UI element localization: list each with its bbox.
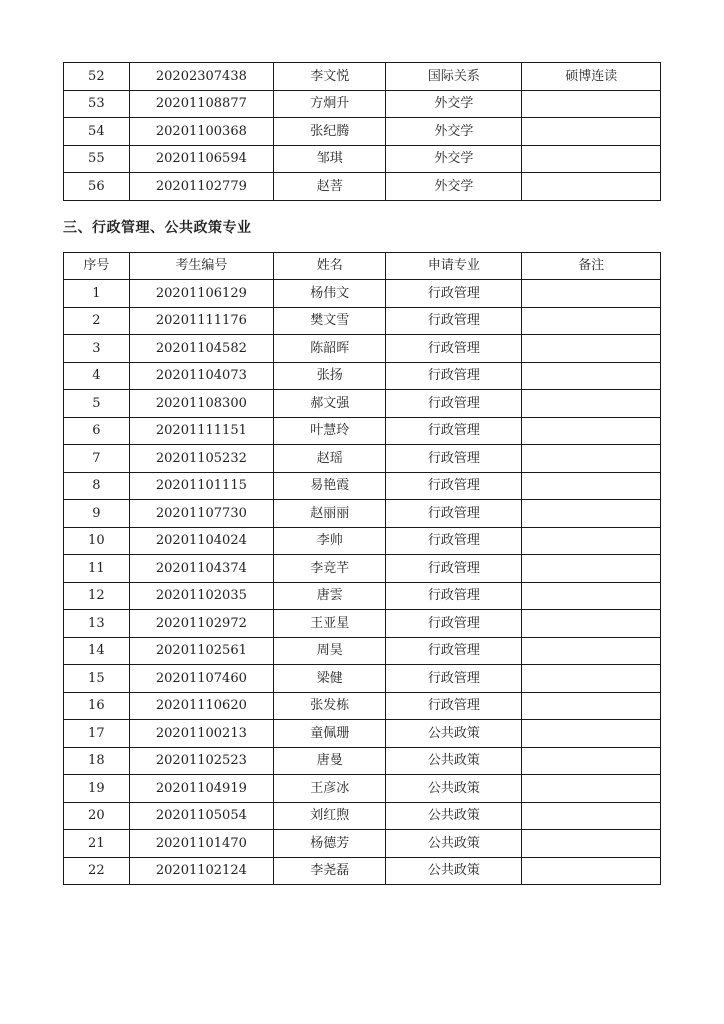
table-row [64,665,661,693]
column-header: 考生编号 [129,252,273,280]
table-cell: 20201102124 [129,857,273,885]
continuation-table [63,62,661,201]
table-cell: 53 [64,90,130,118]
table-cell: 行政管理 [386,555,522,583]
table-cell: 20201100213 [129,720,273,748]
section-title: 三、行政管理、公共政策专业 [63,219,252,236]
table-cell: 公共政策 [386,830,522,858]
table-cell [522,307,661,335]
table-cell: 20201101115 [129,472,273,500]
table-cell: 20201102523 [129,747,273,775]
table-cell: 外交学 [386,173,522,201]
column-header: 姓名 [274,252,386,280]
table-row [64,118,661,146]
table-row [64,90,661,118]
table-cell: 8 [64,472,130,500]
section-table-body [64,280,661,885]
section-table [63,252,661,886]
table-row [64,362,661,390]
table-row [64,802,661,830]
table-cell [522,582,661,610]
table-row [64,445,661,473]
table-cell: 行政管理 [386,665,522,693]
table-cell: 14 [64,637,130,665]
table-cell: 20201106594 [129,145,273,173]
table-row [64,472,661,500]
table-cell [522,747,661,775]
table-cell: 童佩珊 [274,720,386,748]
table-cell: 20201102561 [129,637,273,665]
table-cell [522,500,661,528]
table-cell [522,610,661,638]
table-cell: 张发栋 [274,692,386,720]
table-row [64,307,661,335]
table-cell: 20201107460 [129,665,273,693]
table-cell: 20201110620 [129,692,273,720]
table-cell: 7 [64,445,130,473]
table-row [64,173,661,201]
table-cell [522,280,661,308]
table-cell: 20201111176 [129,307,273,335]
table-cell: 王彦冰 [274,775,386,803]
column-header: 申请专业 [386,252,522,280]
table-cell [522,417,661,445]
table-cell: 20201104919 [129,775,273,803]
table-cell: 16 [64,692,130,720]
table-cell [522,118,661,146]
table-cell: 15 [64,665,130,693]
table-cell: 20201101470 [129,830,273,858]
table-cell: 赵菩 [274,173,386,201]
table-cell [522,637,661,665]
table-cell: 行政管理 [386,527,522,555]
table-cell [522,802,661,830]
table-cell: 20201107730 [129,500,273,528]
table-cell: 行政管理 [386,610,522,638]
table-cell: 17 [64,720,130,748]
table-cell: 4 [64,362,130,390]
table-row [64,692,661,720]
table-cell: 11 [64,555,130,583]
table-cell: 行政管理 [386,280,522,308]
table-cell: 张纪腾 [274,118,386,146]
table-cell: 梁健 [274,665,386,693]
column-header: 序号 [64,252,130,280]
table-cell: 李尧磊 [274,857,386,885]
table-cell: 行政管理 [386,307,522,335]
table-cell: 20201104582 [129,335,273,363]
table-cell: 杨德芳 [274,830,386,858]
table-cell: 20201108300 [129,390,273,418]
table-cell: 樊文雪 [274,307,386,335]
table-row [64,637,661,665]
table-cell: 20201102972 [129,610,273,638]
table-cell: 公共政策 [386,720,522,748]
table-cell: 外交学 [386,90,522,118]
table-cell: 52 [64,63,130,91]
table-cell: 20201105054 [129,802,273,830]
table-cell: 行政管理 [386,582,522,610]
table-cell: 硕博连读 [522,63,661,91]
table-cell: 20201105232 [129,445,273,473]
table-cell: 外交学 [386,145,522,173]
table-cell [522,665,661,693]
table-cell: 6 [64,417,130,445]
table-cell: 李文悦 [274,63,386,91]
table-row [64,417,661,445]
table-row [64,527,661,555]
table-cell [522,472,661,500]
table-cell: 方炯升 [274,90,386,118]
table-cell: 行政管理 [386,500,522,528]
table-cell: 周昊 [274,637,386,665]
table-cell [522,527,661,555]
table-cell: 2 [64,307,130,335]
table-cell: 郝文强 [274,390,386,418]
table-cell: 行政管理 [386,362,522,390]
table-cell: 行政管理 [386,692,522,720]
table-cell: 20201108877 [129,90,273,118]
table-cell: 18 [64,747,130,775]
table-cell: 9 [64,500,130,528]
table-cell [522,775,661,803]
table-cell [522,445,661,473]
table-cell [522,692,661,720]
table-cell: 叶慧玲 [274,417,386,445]
table-row [64,63,661,91]
table-cell: 邹琪 [274,145,386,173]
table-cell: 20201104374 [129,555,273,583]
table-cell [522,362,661,390]
table-cell: 56 [64,173,130,201]
table-cell: 行政管理 [386,472,522,500]
table-cell: 公共政策 [386,775,522,803]
table-cell [522,90,661,118]
table-cell [522,145,661,173]
table-row [64,145,661,173]
table-row [64,335,661,363]
table-cell: 20201102035 [129,582,273,610]
table-row [64,720,661,748]
table-cell: 外交学 [386,118,522,146]
table-cell: 5 [64,390,130,418]
table-cell: 20 [64,802,130,830]
table-cell [522,390,661,418]
table-cell: 唐雲 [274,582,386,610]
continuation-table-body [64,63,661,201]
section-table-head [64,252,661,280]
table-cell: 易艳霞 [274,472,386,500]
table-row [64,390,661,418]
table-cell: 唐曼 [274,747,386,775]
table-cell: 公共政策 [386,747,522,775]
table-cell: 行政管理 [386,445,522,473]
table-cell: 12 [64,582,130,610]
table-cell: 20201100368 [129,118,273,146]
table-cell: 54 [64,118,130,146]
table-cell: 20201104073 [129,362,273,390]
table-cell: 22 [64,857,130,885]
table-cell [522,173,661,201]
table-cell: 赵瑶 [274,445,386,473]
table-cell [522,857,661,885]
table-cell: 行政管理 [386,335,522,363]
table-cell: 3 [64,335,130,363]
table-row [64,775,661,803]
table-cell: 陈韶晖 [274,335,386,363]
table-cell: 20202307438 [129,63,273,91]
table-cell: 刘红煦 [274,802,386,830]
table-cell: 1 [64,280,130,308]
table-row [64,500,661,528]
table-row [64,830,661,858]
table-cell: 公共政策 [386,857,522,885]
table-row [64,857,661,885]
table-row [64,280,661,308]
table-cell: 21 [64,830,130,858]
table-cell [522,830,661,858]
table-cell: 杨伟文 [274,280,386,308]
table-cell: 19 [64,775,130,803]
table-cell: 行政管理 [386,417,522,445]
page-content [63,62,661,885]
table-cell [522,720,661,748]
table-cell: 王亚星 [274,610,386,638]
table-cell [522,335,661,363]
table-cell: 13 [64,610,130,638]
table-cell: 李竞芊 [274,555,386,583]
table-cell: 赵丽丽 [274,500,386,528]
table-cell: 20201111151 [129,417,273,445]
table-row [64,747,661,775]
table-cell: 国际关系 [386,63,522,91]
table-cell: 张扬 [274,362,386,390]
header-row [64,252,661,280]
table-row [64,555,661,583]
table-cell: 李帅 [274,527,386,555]
table-cell: 20201106129 [129,280,273,308]
table-cell: 行政管理 [386,390,522,418]
table-cell: 10 [64,527,130,555]
table-cell: 20201102779 [129,173,273,201]
table-cell [522,555,661,583]
table-cell: 公共政策 [386,802,522,830]
table-row [64,582,661,610]
table-cell: 55 [64,145,130,173]
column-header: 备注 [522,252,661,280]
table-cell: 20201104024 [129,527,273,555]
table-cell: 行政管理 [386,637,522,665]
table-row [64,610,661,638]
